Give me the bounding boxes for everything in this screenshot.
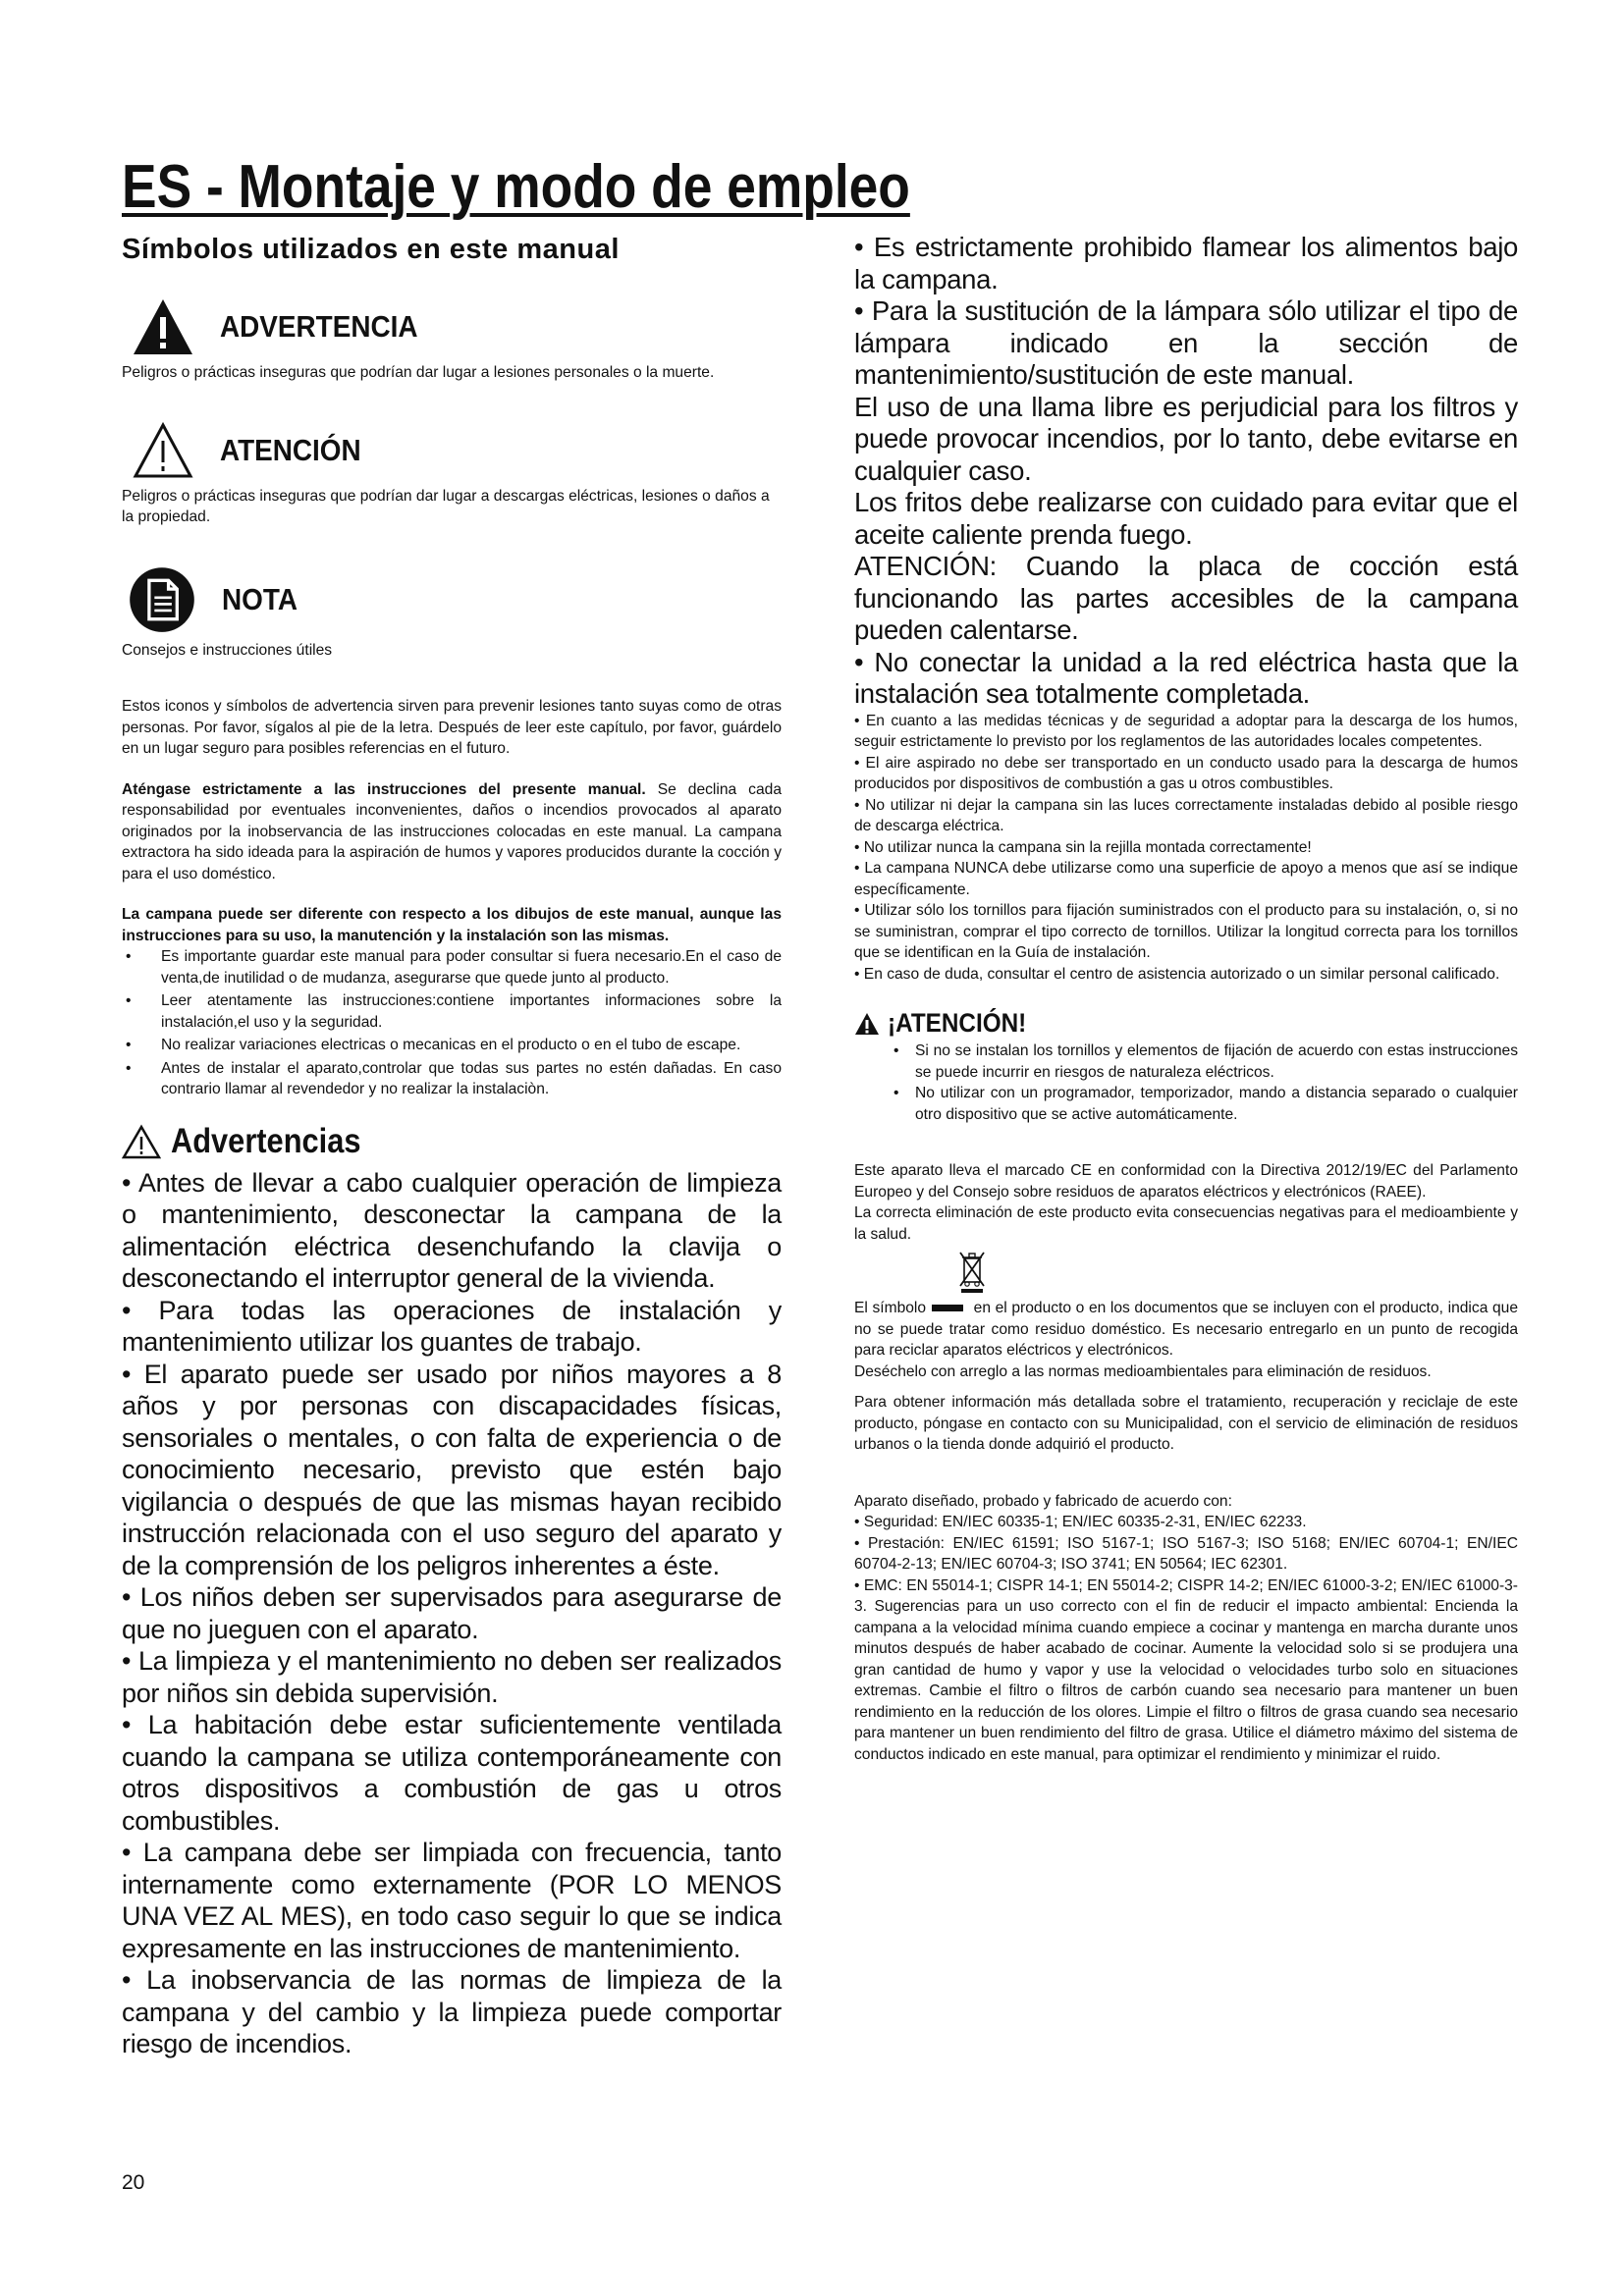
advertencias-paragraph: • Los niños deben ser supervisados para asegurarse de que no jueguen con el aparato. [122,1582,782,1644]
crossed-bin-icon [957,1251,987,1294]
black-bar-symbol [932,1305,963,1311]
list-item: • Leer atentamente las instrucciones:contiene importantes informaciones sobre la instalación,el uso y la seguridad. [122,990,782,1033]
atencion2-header [854,1008,1518,1039]
right-column [854,232,1518,1765]
right-small-paragraph: • En caso de duda, consultar el centro de asistencia autorizado o un similar personal calificado. [854,965,1500,983]
deseche-text: Deséchelo con arreglo a las normas medioambientales para eliminación de residuos. [854,1362,1432,1380]
list-item: • No realizar variaciones electricas o mecanicas en el producto o en el tubo de escape. [122,1035,782,1056]
symbols-heading: Símbolos utilizados en este manual [122,234,620,265]
right-big-paragraph: Los fritos debe realizarse con cuidado para evitar que el aceite caliente prenda fuego. [854,487,1518,550]
warning-filled-icon [854,1012,880,1036]
right-big-paragraph: • Para la sustitución de la lámpara sólo utilizar el tipo de lámpara indicado en la sección de mantenimiento/sustitución de este manual. [854,295,1518,390]
advertencias-paragraph: • La habitación debe estar suficientemente ventilada cuando la campana se utiliza contemporáneamente con otros dispositivos a combustión de gas u otros combustibles. [122,1710,782,1836]
performance-text: • Prestación: EN/IEC 61591; ISO 5167-1; ISO 5167-3; ISO 5168; EN/IEC 60704-1; EN/IEC 60704-2-13; EN/IEC 60704-3; ISO 3741; EN 50564; IEC 62301. [854,1534,1518,1573]
right-big-paragraph: • No conectar la unidad a la red eléctrica hasta que la instalación sea totalmente completada. [854,646,1518,709]
advertencias-header [122,1122,782,1161]
intro-text: Estos iconos y símbolos de advertencia sirven para prevenir lesiones tanto suyas como de otras personas. Por favor, sígalos al pie de la letra. Después de leer este capítulo, por favor, guárdelo en un lugar seguro para posibles referencias en el futuro. [122,698,782,757]
right-small-paragraph: • La campana NUNCA debe utilizarse como una superficie de apoyo a menos que así se indique específicamente. [854,860,1518,898]
nota-header [122,563,782,636]
list-item: • Es importante guardar este manual para poder consultar si fuera necesario.En el caso de venta,de inutilidad o de mudanza, asegurarse que quede junto al producto. [122,946,782,988]
ce-text: Este aparato lleva el marcado CE en conformidad con la Directiva 2012/19/EC del Parlamento Europeo y del Consejo sobre residuos de aparatos eléctricos y electrónicos (RAEE). [854,1162,1518,1201]
advertencia-label: ADVERTENCIA [220,309,418,344]
nota-text: Consejos e instrucciones útiles [122,641,333,659]
advertencia-header [122,295,782,358]
advertencias-paragraph: • La inobservancia de las normas de limpieza de la campana y del cambio y la limpieza puede comportar riesgo de incendios. [122,1965,782,2058]
right-small-paragraph: • El aire aspirado no debe ser transportado en un conducto usado para la descarga de humos producidos por dispositivos de combustión a gas u otros combustibles. [854,754,1518,792]
symbol-text [854,1298,1518,1362]
advertencias-paragraph: • Para todas las operaciones de instalación y mantenimiento utilizar los guantes de trabajo. [122,1295,782,1357]
atencion2-label: ¡ATENCIÓN! [888,1008,1027,1038]
advertencias-paragraph: • El aparato puede ser usado por niños mayores a 8 años y por personas con discapacidades físicas, sensoriales o mentales, o con falta de experiencia o de conocimiento necesario, previsto que estén bajo vigilancia o después de que las mismas hayan recibido instrucción relacionada con el uso seguro del aparato y de la comprensión de los peligros inherentes a éste. [122,1359,782,1580]
disposal-text: La correcta eliminación de este producto evita consecuencias negativas para el medioambiente y la salud. [854,1204,1518,1243]
left-bullet-list [122,946,782,1100]
right-big-paragraph: El uso de una llama libre es perjudicial para los filtros y puede provocar incendios, por lo tanto, debe evitarse en cualquier caso. [854,391,1518,486]
right-small-paragraph: • No utilizar nunca la campana sin la rejilla montada correctamente! [854,838,1312,856]
safety-text: • Seguridad: EN/IEC 60335-1; EN/IEC 60335-2-31, EN/IEC 62233. [854,1514,1307,1530]
atencion-label: ATENCIÓN [220,432,361,467]
emc-text: • EMC: EN 55014-1; CISPR 14-1; EN 55014-2; CISPR 14-2; EN/IEC 61000-3-2; EN/IEC 61000-3-3. Sugerencias para un uso correcto con el fin de reducir el impacto ambiental: Encienda la campana a la velocidad mínima cuando empiece a cocinar y mantenga en marcha durante unos minutos después de haber acabado de cocinar. Aumente la velocidad solo si se produjera una gran cantidad de humo y vapor y use la velocidad o velocidades turbo solo en situaciones extremas. Cambie el filtro o filtros de carbón cuando sea necesario para mantener un buen rendimiento en la reducción de los olores. Limpie el filtro o filtros de grasa cuando sea necesario para mantener un buen rendimiento del filtro de grasa. Utilice el diámetro máximo del sistema de conductos indicado en este manual, para optimizar el rendimiento y minimizar el ruido. [854,1576,1518,1763]
right-small-paragraph: • Utilizar sólo los tornillos para fijación suministrados con el producto para su instalación, o, si no se suministran, comprar el tipo correcto de tornillos. Utilizar la longitud correcta para los tornillos que se identifican en la Guía de instalación. [854,902,1518,961]
advertencia-text: Peligros o prácticas inseguras que podrían dar lugar a lesiones personales o la muerte. [122,364,715,381]
warning-filled-icon [132,295,194,358]
advertencias-paragraph: • La limpieza y el mantenimiento no deben ser realizados por niños sin debida supervisión. [122,1646,782,1708]
instructions-text [122,779,782,885]
nota-label: NOTA [222,581,298,616]
advertencias-paragraph: • La campana debe ser limpiada con frecuencia, tanto internamente como externamente (POR LO MENOS UNA VEZ AL MES), en todo caso seguir lo que se indica expresamente en las instrucciones de mantenimiento. [122,1838,782,1963]
instructions-rest: Se declina cada responsabilidad por eventuales inconvenientes, daños o incendios provocados al aparato originados por la inobservancia de las instrucciones colocadas en este manual. La campana extractora ha sido ideada para la aspiración de humos y vapores producidos durante la cocción y para el uso doméstico. [122,780,782,882]
symbol-after: en el producto o en los documentos que se incluyen con el producto, indica que no se puede tratar como residuo doméstico. Es necesario entregarlo en un punto de recogida para reciclar aparatos eléctricos y electrónicos. [854,1300,1518,1359]
symbol-before: El símbolo [854,1300,927,1316]
advertencias-label: Advertencias [171,1121,361,1160]
atencion-header [122,419,782,482]
page-number: 20 [122,2171,145,2194]
page-title: ES - Montaje y modo de empleo [122,153,910,221]
instructions-bold: Aténgase estrictamente a las instrucciones del presente manual. [122,780,646,798]
note-document-icon [128,565,196,634]
advertencias-paragraph: • Antes de llevar a cabo cualquier operación de limpieza o mantenimiento, desconectar la campana de la alimentación eléctrica desenchufando la clavija o desconectando el interruptor general de la vivienda. [122,1167,782,1293]
atencion2-bullet-list [854,1041,1518,1125]
difference-text: La campana puede ser diferente con respecto a los dibujos de este manual, aunque las instrucciones para su uso, la manutención y la instalación son las mismas. [122,906,782,944]
warning-outline-icon [132,419,194,482]
list-item: • Si no se instalan los tornillos y elementos de fijación de acuerdo con estas instrucciones se puede incurrir en riesgos de naturaleza eléctricos. [893,1041,1518,1083]
designed-text: Aparato diseñado, probado y fabricado de acuerdo con: [854,1492,1232,1510]
warning-outline-icon [122,1124,161,1159]
atencion-text: Peligros o prácticas inseguras que podrían dar lugar a descargas eléctricas, lesiones o daños a la propiedad. [122,487,770,525]
right-small-paragraph: • En cuanto a las medidas técnicas y de seguridad a adoptar para la descarga de los humos, seguir estrictamente lo previsto por los reglamentos de las autoridades locales competentes. [854,712,1518,750]
left-column [122,234,782,2060]
right-big-paragraph: ATENCIÓN: Cuando la placa de cocción está funcionando las partes accesibles de la campana pueden calentarse. [854,551,1518,645]
info-text: Para obtener información más detallada sobre el tratamiento, recuperación y reciclaje de este producto, póngase en contacto con su Municipalidad, con el servicio de eliminación de residuos urbanos o la tienda donde adquirió el producto. [854,1394,1518,1453]
weee-symbol [854,1251,1090,1294]
list-item: • No utilizar con un programador, temporizador, mando a distancia separado o cualquier otro dispositivo que se active automáticamente. [893,1083,1518,1125]
right-small-paragraph: • No utilizar ni dejar la campana sin las luces correctamente instaladas debido al posible riesgo de descarga eléctrica. [854,796,1518,834]
right-big-paragraph: • Es estrictamente prohibido flamear los alimentos bajo la campana. [854,232,1518,294]
list-item: • Antes de instalar el aparato,controlar que todas sus partes no estén dañadas. En caso contrario llamar al revendedor y no realizar la instalaciòn. [122,1058,782,1100]
